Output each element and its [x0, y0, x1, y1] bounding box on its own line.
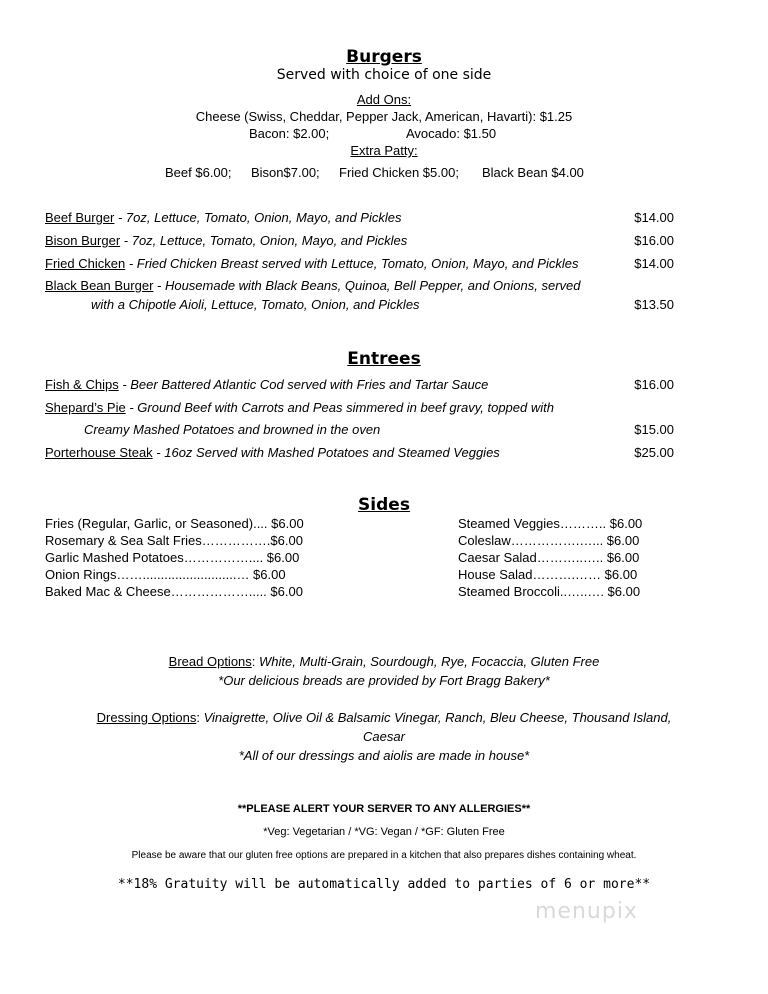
dressing-options — [0, 710, 768, 725]
addon-avocado: Avocado: $1.50 — [406, 126, 497, 141]
sides-title: Sides — [358, 495, 410, 515]
item-desc-continued: with a Chipotle Aioli, Lettuce, Tomato, Onion, and Pickles — [91, 297, 420, 312]
burgers-title: Burgers — [346, 47, 422, 67]
menu-item-fish-chips — [45, 377, 488, 392]
item-desc: - 7oz, Lettuce, Tomato, Onion, Mayo, and Pickles — [120, 233, 408, 248]
side-item: Baked Mac & Cheese………………..... $6.00 — [45, 584, 303, 599]
item-name: Fried Chicken — [45, 256, 126, 271]
item-price: $14.00 — [634, 210, 674, 225]
dressing-options-continued: Caesar — [363, 729, 405, 744]
bread-options — [0, 654, 768, 669]
bread-options-colon: : — [251, 654, 260, 669]
addon-bacon: Bacon: $2.00; — [249, 126, 330, 141]
menu-item-black-bean-burger — [45, 278, 580, 293]
dressing-options-label: Dressing Options — [96, 710, 197, 725]
extra-blackbean: Black Bean $4.00 — [482, 165, 584, 180]
burgers-subtitle: Served with choice of one side — [276, 67, 492, 83]
extra-bison: Bison$7.00; — [251, 165, 320, 180]
extra-chicken: Fried Chicken $5.00; — [339, 165, 459, 180]
menu-item-porterhouse-steak — [45, 445, 500, 460]
item-price: $15.00 — [634, 422, 674, 437]
item-price: $13.50 — [634, 297, 674, 312]
item-desc: - Beer Battered Atlantic Cod served with Fries and Tartar Sauce — [118, 377, 489, 392]
diet-legend: *Veg: Vegetarian / *VG: Vegan / *GF: Gluten Free — [263, 826, 505, 838]
menu-item-fried-chicken — [45, 256, 578, 271]
entrees-title: Entrees — [347, 349, 421, 369]
bread-options-label: Bread Options — [168, 654, 252, 669]
dressing-note: *All of our dressings and aiolis are made in house* — [238, 748, 530, 763]
side-item: Garlic Mashed Potatoes…………….... $6.00 — [45, 550, 300, 565]
item-price: $25.00 — [634, 445, 674, 460]
item-name: Bison Burger — [45, 233, 121, 248]
menu-item-shepards-pie — [45, 400, 554, 415]
item-desc: - Ground Beef with Carrots and Peas simmered in beef gravy, topped with — [125, 400, 554, 415]
item-name: Shepard’s Pie — [45, 400, 126, 415]
dressing-options-colon: : — [196, 710, 204, 725]
item-name: Black Bean Burger — [45, 278, 154, 293]
item-desc: - 7oz, Lettuce, Tomato, Onion, Mayo, and Pickles — [114, 210, 402, 225]
menupix-watermark: menupix — [535, 899, 638, 924]
item-desc: - 16oz Served with Mashed Potatoes and Steamed Veggies — [152, 445, 500, 460]
allergy-alert: **PLEASE ALERT YOUR SERVER TO ANY ALLERGIES** — [237, 803, 531, 815]
extra-beef: Beef $6.00; — [165, 165, 232, 180]
side-item: Rosemary & Sea Salt Fries…………….$6.00 — [45, 533, 303, 548]
side-item: Fries (Regular, Garlic, or Seasoned).... $6.00 — [45, 516, 304, 531]
side-item: House Salad……….…… $6.00 — [458, 567, 638, 582]
side-item: Onion Rings……..........................… $6.00 — [45, 567, 286, 582]
item-desc: - Fried Chicken Breast served with Lettuce, Tomato, Onion, Mayo, and Pickles — [125, 256, 579, 271]
extra-patty-heading: Extra Patty: — [350, 143, 418, 158]
side-item: Steamed Veggies……….. $6.00 — [458, 516, 643, 531]
item-name: Beef Burger — [45, 210, 115, 225]
item-name: Porterhouse Steak — [45, 445, 153, 460]
bread-note: *Our delicious breads are provided by Fort Bragg Bakery* — [218, 673, 550, 688]
gratuity-notice: **18% Gratuity will be automatically added to parties of 6 or more** — [117, 877, 651, 892]
menu-item-beef-burger — [45, 210, 402, 225]
item-price: $16.00 — [634, 233, 674, 248]
item-price: $14.00 — [634, 256, 674, 271]
item-desc: - Housemade with Black Beans, Quinoa, Bell Pepper, and Onions, served — [153, 278, 581, 293]
item-price: $16.00 — [634, 377, 674, 392]
bread-options-list: White, Multi-Grain, Sourdough, Rye, Focaccia, Gluten Free — [259, 654, 600, 669]
addon-cheese: Cheese (Swiss, Cheddar, Pepper Jack, American, Havarti): $1.25 — [195, 109, 573, 124]
side-item: Steamed Broccoli..…..…. $6.00 — [458, 584, 641, 599]
side-item: Coleslaw…………….…... $6.00 — [458, 533, 640, 548]
gluten-notice: Please be aware that our gluten free options are prepared in a kitchen that also prepares dishes containing wheat. — [131, 850, 637, 861]
item-desc-continued: Creamy Mashed Potatoes and browned in the oven — [84, 422, 381, 437]
side-item: Caesar Salad………..….. $6.00 — [458, 550, 640, 565]
item-name: Fish & Chips — [45, 377, 119, 392]
addons-heading: Add Ons: — [356, 92, 412, 107]
menu-item-bison-burger — [45, 233, 407, 248]
dressing-options-list: Vinaigrette, Olive Oil & Balsamic Vinegar, Ranch, Bleu Cheese, Thousand Island, — [203, 710, 672, 725]
